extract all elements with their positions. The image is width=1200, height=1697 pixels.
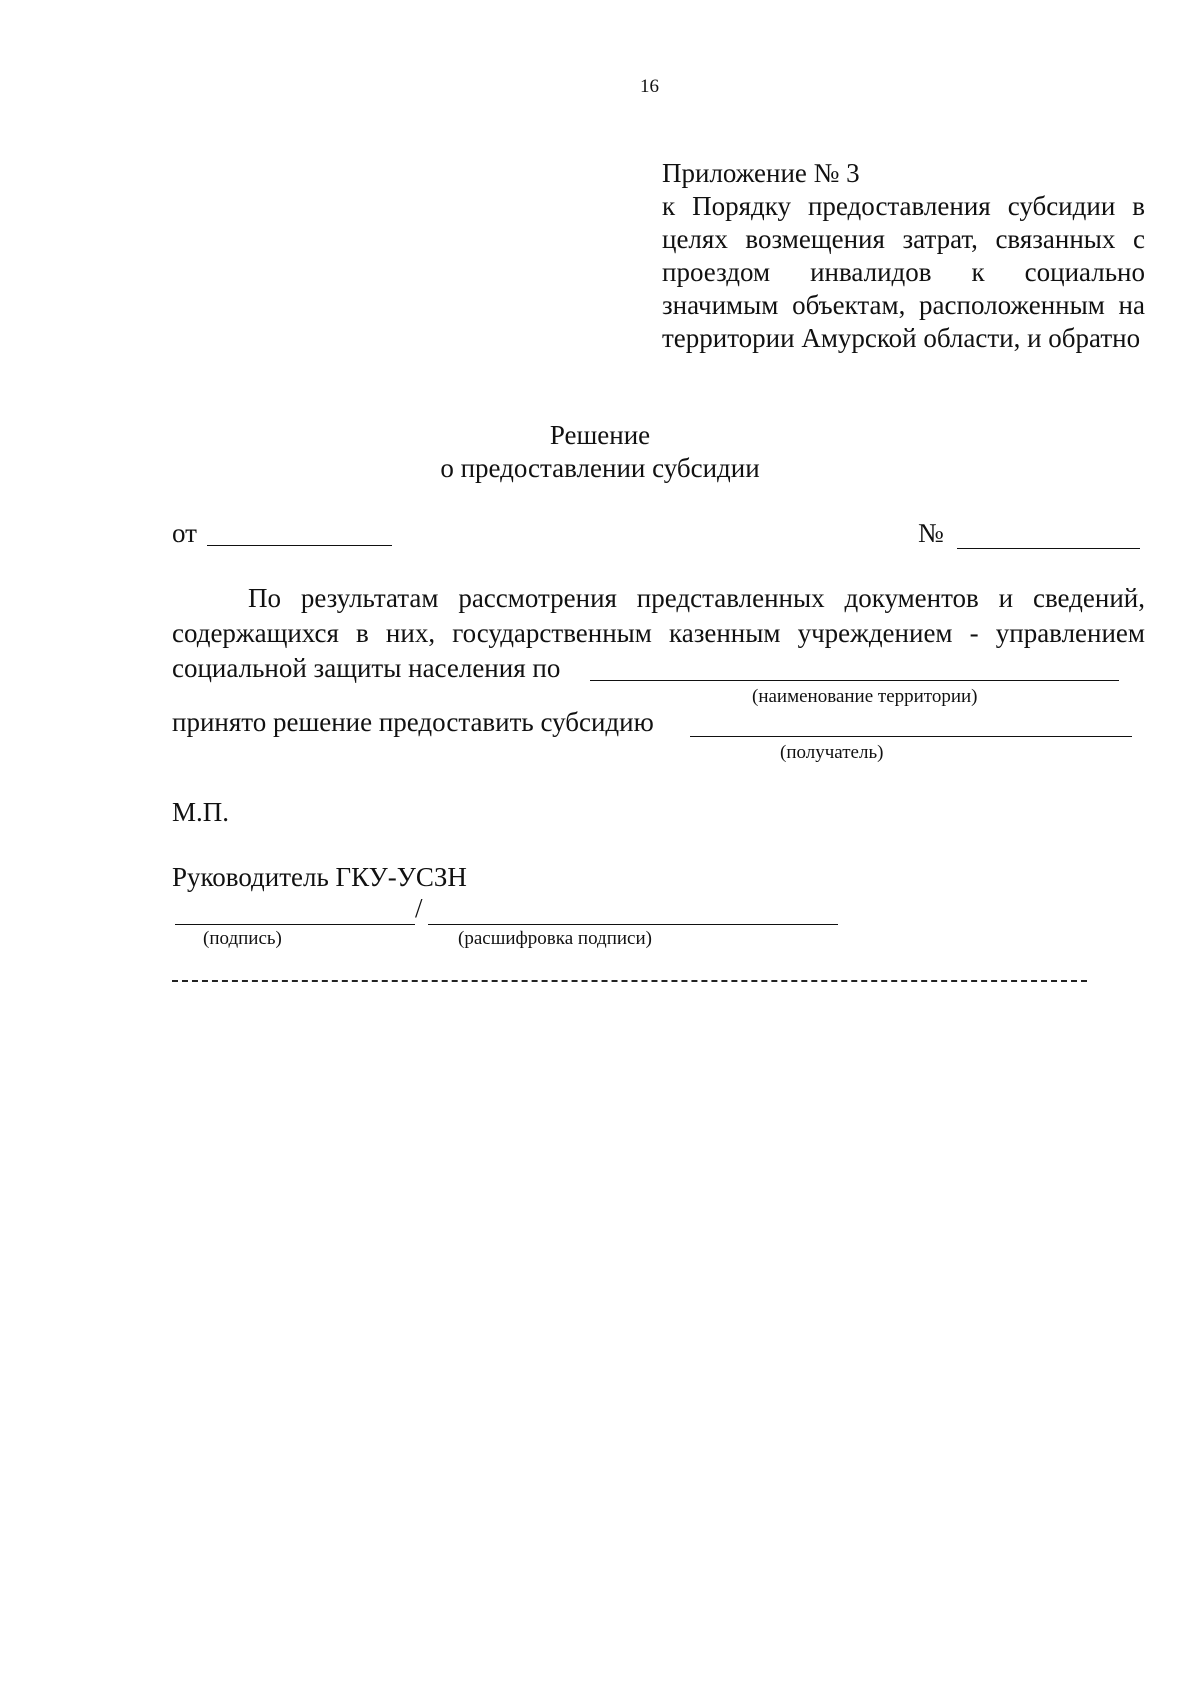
paragraph-line-3: социальной защиты населения по (172, 653, 561, 683)
appendix-text: к Порядку предоставления субсидии в целях возмещения затрат, связанных с проездом инвалидов к социально значимым объектам, расположенным на территории Амурской области, и обратно (662, 191, 1145, 353)
appendix-block (662, 157, 1145, 355)
recipient-field (690, 736, 1132, 737)
territory-field (590, 680, 1119, 681)
date-field (207, 545, 392, 546)
appendix-title: Приложение № 3 (662, 158, 860, 188)
decoding-caption: (расшифровка подписи) (458, 928, 652, 949)
date-label: от (172, 518, 197, 548)
page-number: 16 (640, 76, 659, 97)
territory-caption: (наименование территории) (752, 686, 978, 707)
signature-field (175, 924, 415, 925)
document-title: Решение (549, 420, 651, 450)
number-field (957, 548, 1140, 549)
paragraph-line-4: принято решение предоставить субсидию (172, 707, 654, 737)
head-label: Руководитель ГКУ-УСЗН (172, 862, 467, 892)
signature-caption: (подпись) (203, 928, 282, 949)
number-label: № (918, 518, 944, 548)
paragraph-line-2: содержащихся в них, государственным казенным учреждением - управлением (172, 618, 1145, 648)
recipient-caption: (получатель) (780, 742, 884, 763)
signature-decoding-field (428, 924, 838, 925)
signature-separator: / (415, 893, 423, 923)
document-subtitle: о предоставлении субсидии (440, 453, 760, 483)
stamp-label: М.П. (172, 797, 230, 827)
paragraph-line-1: По результатам рассмотрения представленных документов и сведений, (248, 583, 1145, 613)
cut-line (172, 980, 1087, 982)
